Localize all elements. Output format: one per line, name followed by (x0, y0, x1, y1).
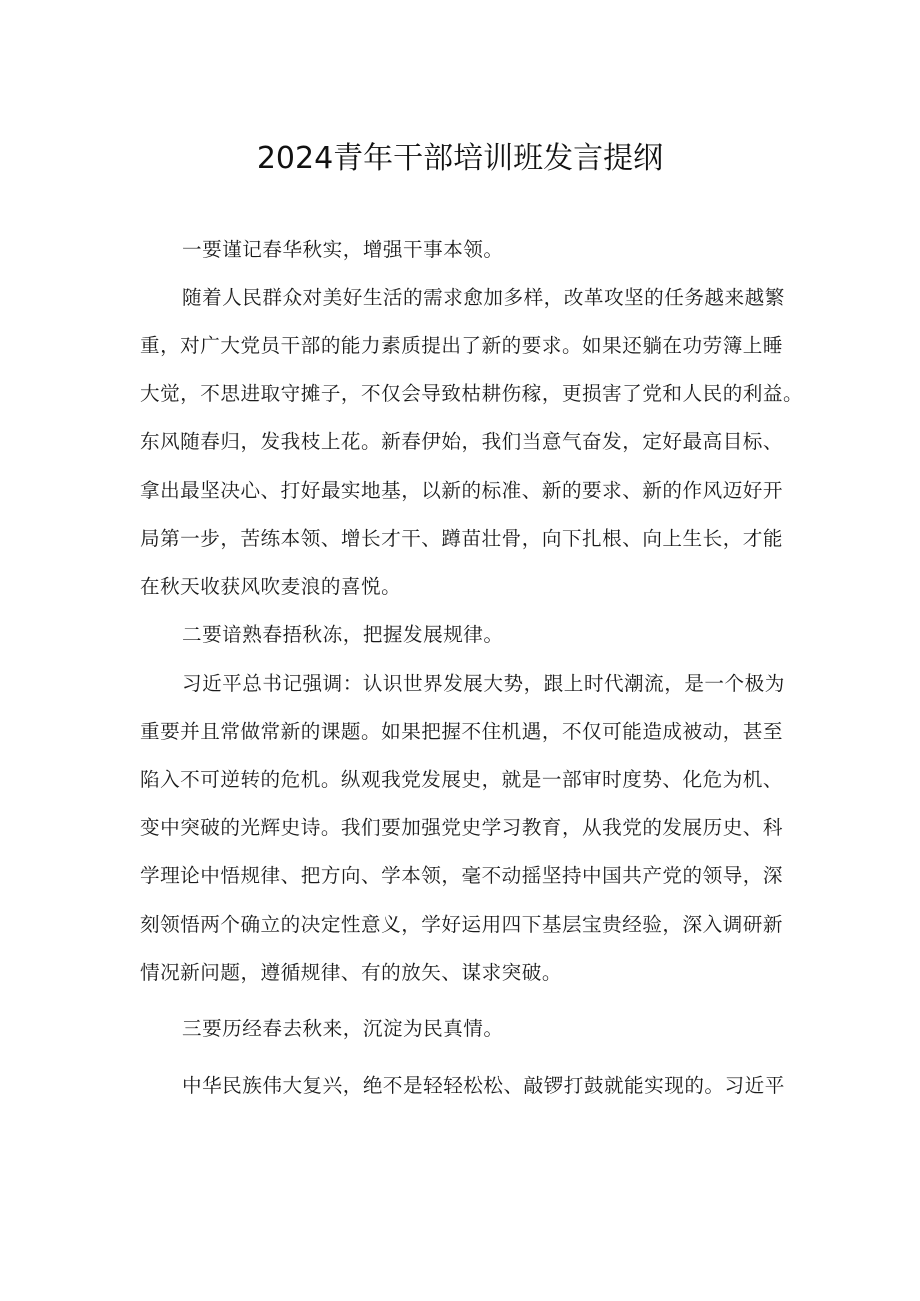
paragraph-line: 陷入不可逆转的危机。纵观我党发展史，就是一部审时度势、化危为机、 (140, 768, 783, 791)
paragraph-line: 习近平总书记强调：认识世界发展大势，跟上时代潮流，是一个极为 (182, 672, 785, 695)
paragraph-line: 中华民族伟大复兴，绝不是轻轻松松、敲锣打鼓就能实现的。习近平 (182, 1074, 785, 1097)
paragraph-line: 刻领悟两个确立的决定性意义，学好运用四下基层宝贵经验，深入调研新 (140, 913, 783, 936)
paragraph-line: 在秋天收获风吹麦浪的喜悦。 (140, 575, 402, 598)
document-title: 2024青年干部培训班发言提纲 (256, 141, 664, 176)
paragraph-line: 拿出最坚决心、打好最实地基，以新的标准、新的要求、新的作风迈好开 (140, 479, 783, 502)
paragraph-line: 随着人民群众对美好生活的需求愈加多样，改革攻坚的任务越来越繁 (182, 286, 785, 309)
paragraph-line: 变中突破的光辉史诗。我们要加强党史学习教育，从我党的发展历史、科 (140, 816, 783, 839)
paragraph-line: 大觉，不思进取守摊子，不仅会导致枯耕伤稼，更损害了党和人民的利益。 (140, 382, 804, 405)
paragraph-line: 局第一步，苦练本领、增长才干、蹲苗壮骨，向下扎根、向上生长，才能 (140, 527, 783, 550)
paragraph-line: 学理论中悟规律、把方向、学本领，毫不动摇坚持中国共产党的领导，深 (140, 864, 783, 887)
section-heading-3: 三要历经春去秋来，沉淀为民真情。 (182, 1017, 504, 1040)
paragraph-line: 重，对广大党员干部的能力素质提出了新的要求。如果还躺在功劳簿上睡 (140, 334, 783, 357)
paragraph-line: 东风随春归，发我枝上花。新春伊始，我们当意气奋发，定好最高目标、 (140, 430, 783, 453)
section-heading-1: 一要谨记春华秋实，增强干事本领。 (182, 238, 504, 261)
section-heading-2: 二要谙熟春捂秋冻，把握发展规律。 (182, 623, 504, 646)
paragraph-line: 情况新问题，遵循规律、有的放矢、谋求突破。 (140, 961, 562, 984)
paragraph-line: 重要并且常做常新的课题。如果把握不住机遇，不仅可能造成被动，甚至 (140, 720, 783, 743)
